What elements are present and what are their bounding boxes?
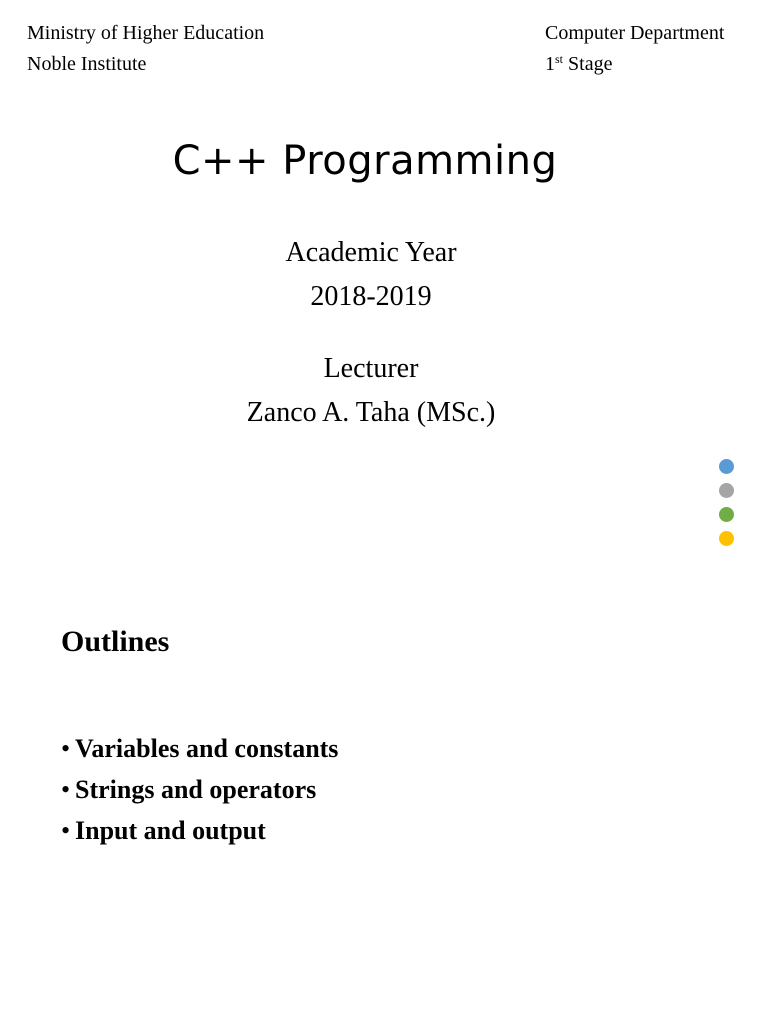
stage-word: Stage [568,53,613,75]
green-dot-icon [719,507,734,522]
list-item [61,769,338,810]
lecturer-block [0,347,742,435]
bullet-icon: • [61,734,71,763]
header-left [27,18,264,80]
gray-dot-icon [719,483,734,498]
header-right [545,18,724,82]
ministry-name: Ministry of Higher Education [27,22,265,44]
lecturer-label: Lecturer [323,353,419,384]
stage-number: 1 [545,53,555,75]
outline-item-text: Input and output [75,816,266,845]
list-item [61,810,338,851]
stage-suffix: st [555,52,564,66]
stage-label [545,49,724,82]
lecturer-name: Zanco A. Taha (MSc.) [246,397,496,428]
blue-dot-icon [719,459,734,474]
outline-list [61,728,338,851]
outline-item-text: Variables and constants [75,734,339,763]
department-name: Computer Department [545,22,725,44]
academic-year-value: 2018-2019 [310,281,432,312]
decorative-dots [719,459,734,555]
yellow-dot-icon [719,531,734,546]
list-item [61,728,338,769]
institute-name: Noble Institute [27,53,147,75]
outlines-heading: Outlines [61,625,170,658]
bullet-icon: • [61,816,71,845]
academic-year-block [0,231,742,319]
academic-year-label: Academic Year [285,237,457,268]
outline-item-text: Strings and operators [75,775,317,804]
bullet-icon: • [61,775,71,804]
document-title: C++ Programming [172,138,558,184]
